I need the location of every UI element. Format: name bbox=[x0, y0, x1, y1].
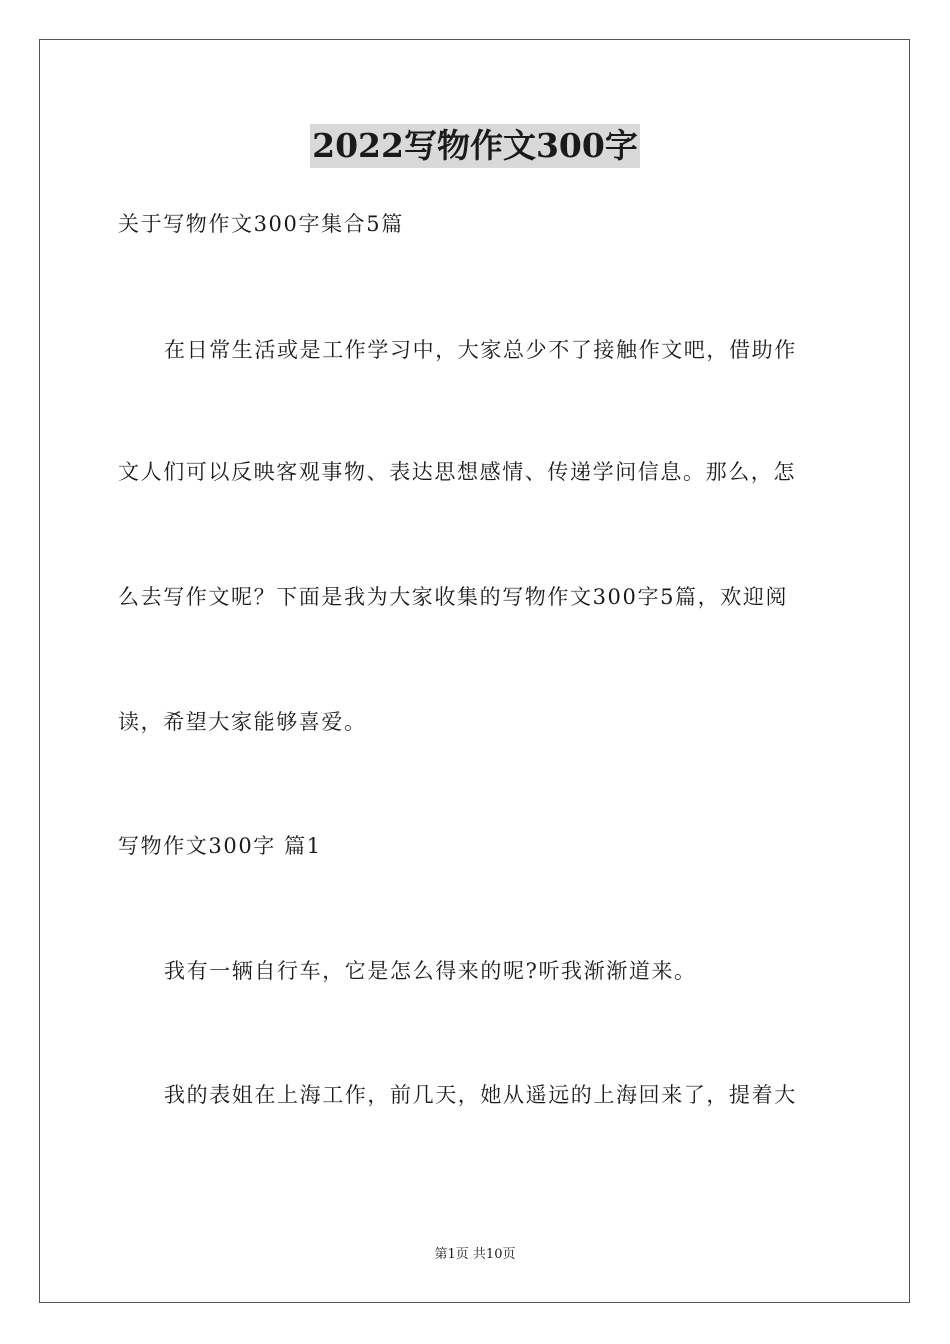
body-line-2: 我的表姐在上海工作，前几天，她从遥远的上海回来了，提着大 bbox=[164, 1083, 797, 1107]
intro-line-2: 文人们可以反映客观事物、表达思想感情、传递学问信息。那么，怎 bbox=[118, 460, 796, 484]
document-subtitle: 关于写物作文300字集合5篇 bbox=[118, 212, 404, 236]
title-container bbox=[0, 124, 950, 168]
document-title: 2022写物作文300字 bbox=[310, 124, 640, 168]
intro-line-1: 在日常生活或是工作学习中，大家总少不了接触作文吧，借助作 bbox=[164, 338, 797, 362]
intro-line-4: 读，希望大家能够喜爱。 bbox=[118, 710, 367, 734]
intro-line-3: 么去写作文呢？下面是我为大家收集的写物作文300字5篇，欢迎阅 bbox=[118, 585, 789, 609]
section-heading: 写物作文300字 篇1 bbox=[118, 834, 322, 858]
body-line-1: 我有一辆自行车，它是怎么得来的呢?听我渐渐道来。 bbox=[164, 959, 697, 983]
page-footer: 第1页 共10页 bbox=[434, 1247, 516, 1262]
